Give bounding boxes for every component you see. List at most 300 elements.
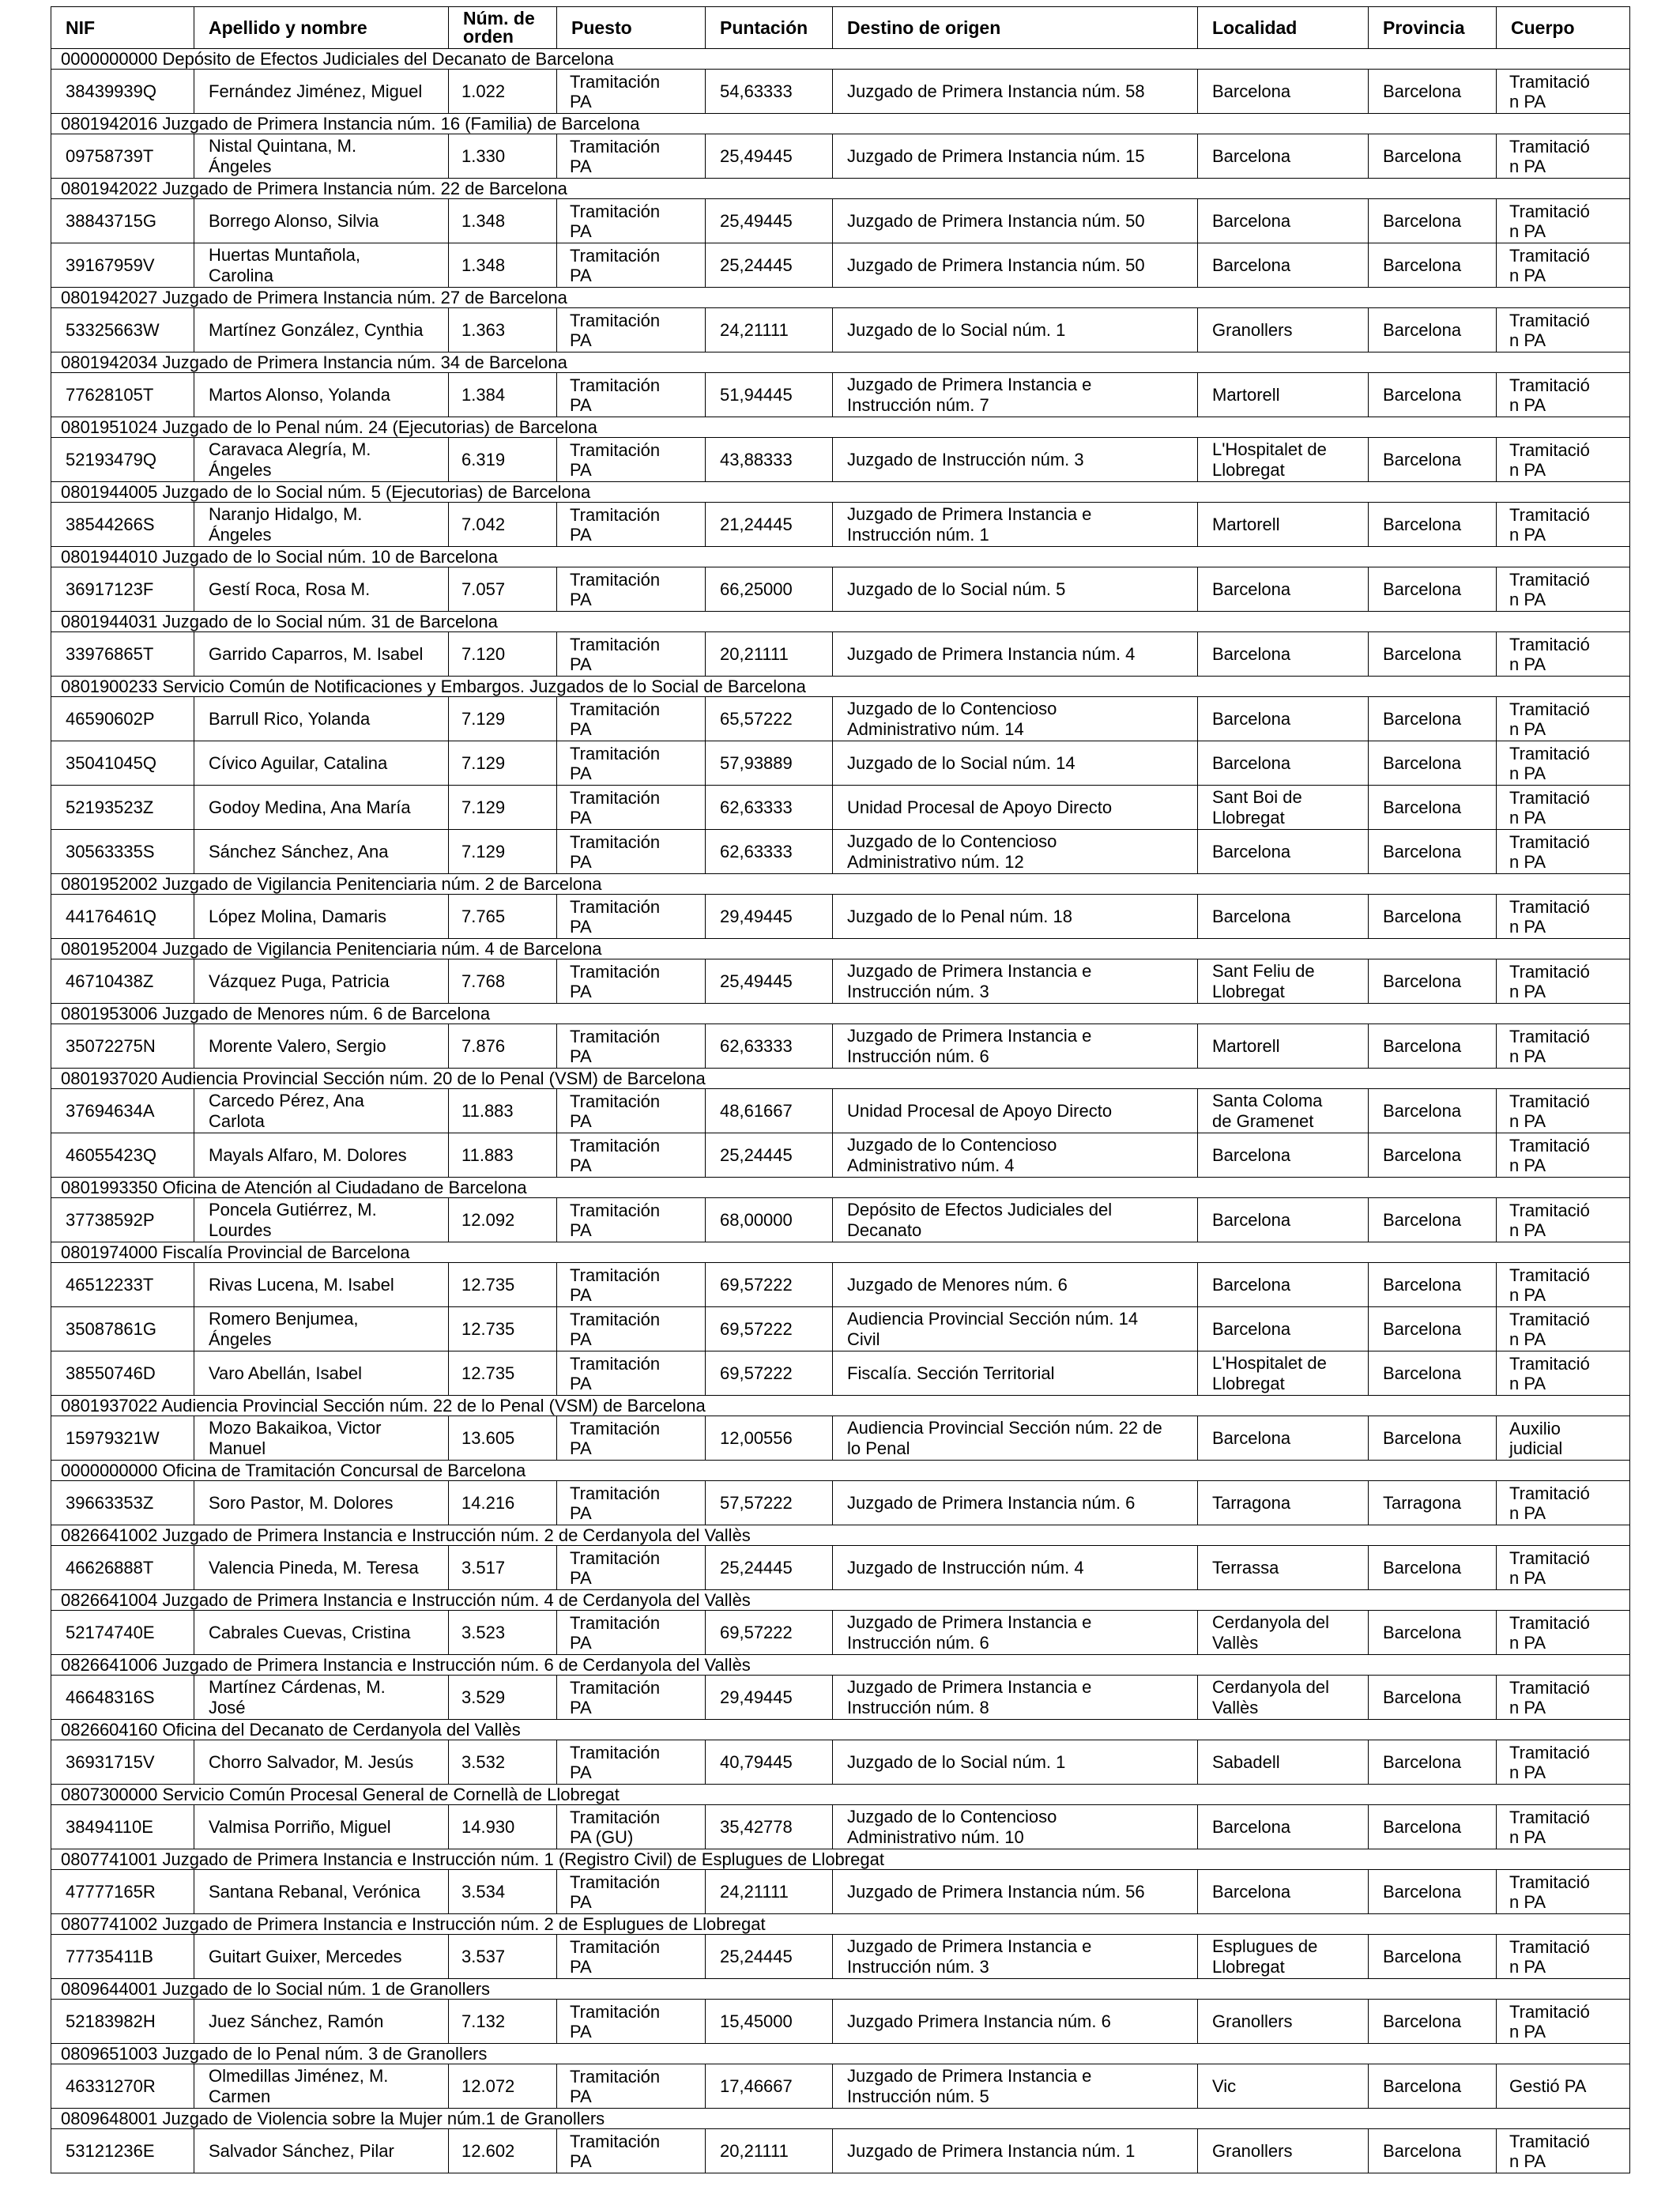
group-title: 0801942027 Juzgado de Primera Instancia núm. 27 de Barcelona <box>51 288 1630 308</box>
cuerpo-cell: Tramitació n PA <box>1497 1481 1630 1525</box>
puntuacion-cell: 57,93889 <box>706 741 833 786</box>
puntuacion-cell: 20,21111 <box>706 632 833 677</box>
group-row <box>51 1590 1630 1611</box>
table-row <box>51 1198 1630 1242</box>
group-row <box>51 1655 1630 1676</box>
group-row <box>51 417 1630 438</box>
localidad-cell: L'Hospitalet de Llobregat <box>1198 438 1369 482</box>
puesto-cell: Tramitación PA <box>557 1307 706 1351</box>
provincia-cell: Barcelona <box>1369 2064 1497 2109</box>
provincia-cell: Barcelona <box>1369 438 1497 482</box>
nif-cell: 46331270R <box>51 2064 194 2109</box>
localidad-cell: Martorell <box>1198 503 1369 547</box>
cuerpo-cell: Tramitació n PA <box>1497 895 1630 939</box>
nombre-cell: Carcedo Pérez, Ana Carlota <box>194 1089 449 1133</box>
table-row <box>51 1089 1630 1133</box>
destino-cell: Juzgado de Instrucción núm. 3 <box>833 438 1198 482</box>
nif-cell: 46512233T <box>51 1263 194 1307</box>
nif-cell: 35087861G <box>51 1307 194 1351</box>
cuerpo-cell: Tramitació n PA <box>1497 830 1630 874</box>
nombre-cell: Salvador Sánchez, Pilar <box>194 2129 449 2173</box>
nif-cell: 52193479Q <box>51 438 194 482</box>
localidad-cell: Terrassa <box>1198 1546 1369 1590</box>
provincia-cell: Barcelona <box>1369 895 1497 939</box>
group-title: 0809644001 Juzgado de lo Social núm. 1 de Granollers <box>51 1979 1630 2000</box>
destino-cell: Juzgado de Instrucción núm. 4 <box>833 1546 1198 1590</box>
nombre-cell: Godoy Medina, Ana María <box>194 786 449 830</box>
orden-cell: 3.537 <box>449 1935 557 1979</box>
orden-cell: 7.129 <box>449 830 557 874</box>
cuerpo-cell: Tramitació n PA <box>1497 1740 1630 1785</box>
cuerpo-cell: Tramitació n PA <box>1497 697 1630 741</box>
nif-cell: 46626888T <box>51 1546 194 1590</box>
orden-cell: 3.523 <box>449 1611 557 1655</box>
localidad-cell: Sant Boi de Llobregat <box>1198 786 1369 830</box>
provincia-cell: Barcelona <box>1369 1416 1497 1461</box>
group-row <box>51 612 1630 632</box>
cuerpo-cell: Tramitació n PA <box>1497 2129 1630 2173</box>
destino-cell: Juzgado de Menores núm. 6 <box>833 1263 1198 1307</box>
orden-cell: 7.129 <box>449 741 557 786</box>
nombre-cell: Gestí Roca, Rosa M. <box>194 567 449 612</box>
cuerpo-cell: Tramitació n PA <box>1497 243 1630 288</box>
destino-cell: Juzgado de Primera Instancia núm. 1 <box>833 2129 1198 2173</box>
localidad-cell: Cerdanyola del Vallès <box>1198 1611 1369 1655</box>
nif-cell: 46648316S <box>51 1676 194 1720</box>
provincia-cell: Barcelona <box>1369 1611 1497 1655</box>
table-row <box>51 697 1630 741</box>
nombre-cell: Guitart Guixer, Mercedes <box>194 1935 449 1979</box>
puesto-cell: Tramitación PA <box>557 1416 706 1461</box>
table-row <box>51 1935 1630 1979</box>
group-row <box>51 1785 1630 1805</box>
nif-cell: 39167959V <box>51 243 194 288</box>
table-row <box>51 786 1630 830</box>
provincia-cell: Barcelona <box>1369 1351 1497 1396</box>
destino-cell: Audiencia Provincial Sección núm. 14 Civil <box>833 1307 1198 1351</box>
nif-cell: 38494110E <box>51 1805 194 1849</box>
puntuacion-cell: 25,24445 <box>706 1133 833 1178</box>
group-title: 0801952004 Juzgado de Vigilancia Penitenciaria núm. 4 de Barcelona <box>51 939 1630 959</box>
provincia-cell: Barcelona <box>1369 1307 1497 1351</box>
localidad-cell: Barcelona <box>1198 1805 1369 1849</box>
nombre-cell: Fernández Jiménez, Miguel <box>194 70 449 114</box>
nombre-cell: Mayals Alfaro, M. Dolores <box>194 1133 449 1178</box>
nombre-cell: Valencia Pineda, M. Teresa <box>194 1546 449 1590</box>
orden-cell: 1.363 <box>449 308 557 352</box>
puntuacion-cell: 62,63333 <box>706 1024 833 1069</box>
puntuacion-cell: 25,24445 <box>706 1935 833 1979</box>
group-title: 0801944010 Juzgado de lo Social núm. 10 de Barcelona <box>51 547 1630 567</box>
group-row <box>51 482 1630 503</box>
group-row <box>51 1069 1630 1089</box>
table-row <box>51 1740 1630 1785</box>
cuerpo-cell: Tramitació n PA <box>1497 632 1630 677</box>
group-row <box>51 939 1630 959</box>
destino-cell: Juzgado de Primera Instancia núm. 50 <box>833 199 1198 243</box>
destino-cell: Juzgado de Primera Instancia e Instrucción núm. 8 <box>833 1676 1198 1720</box>
nombre-cell: Cívico Aguilar, Catalina <box>194 741 449 786</box>
localidad-cell: Martorell <box>1198 373 1369 417</box>
localidad-cell: Barcelona <box>1198 1416 1369 1461</box>
destino-cell: Fiscalía. Sección Territorial <box>833 1351 1198 1396</box>
group-title: 0801942016 Juzgado de Primera Instancia núm. 16 (Familia) de Barcelona <box>51 114 1630 134</box>
group-title: 0809651003 Juzgado de lo Penal núm. 3 de Granollers <box>51 2044 1630 2064</box>
puesto-cell: Tramitación PA <box>557 503 706 547</box>
puesto-cell: Tramitación PA <box>557 438 706 482</box>
provincia-cell: Barcelona <box>1369 1263 1497 1307</box>
destino-cell: Juzgado de Primera Instancia e Instrucción núm. 3 <box>833 1935 1198 1979</box>
nif-cell: 35072275N <box>51 1024 194 1069</box>
provincia-cell: Barcelona <box>1369 1740 1497 1785</box>
puntuacion-cell: 51,94445 <box>706 373 833 417</box>
puesto-cell: Tramitación PA <box>557 1198 706 1242</box>
puntuacion-cell: 68,00000 <box>706 1198 833 1242</box>
nombre-cell: Poncela Gutiérrez, M. Lourdes <box>194 1198 449 1242</box>
table-row <box>51 134 1630 179</box>
cuerpo-cell: Tramitació n PA <box>1497 1546 1630 1590</box>
orden-cell: 12.602 <box>449 2129 557 2173</box>
provincia-cell: Barcelona <box>1369 959 1497 1004</box>
destino-cell: Juzgado de lo Contencioso Administrativo núm. 12 <box>833 830 1198 874</box>
nif-cell: 77628105T <box>51 373 194 417</box>
provincia-cell: Barcelona <box>1369 1133 1497 1178</box>
localidad-cell: Barcelona <box>1198 243 1369 288</box>
group-row <box>51 2109 1630 2129</box>
orden-cell: 1.022 <box>449 70 557 114</box>
destino-cell: Juzgado de lo Social núm. 5 <box>833 567 1198 612</box>
destino-cell: Juzgado de Primera Instancia e Instrucción núm. 1 <box>833 503 1198 547</box>
nombre-cell: Soro Pastor, M. Dolores <box>194 1481 449 1525</box>
group-title: 0801942022 Juzgado de Primera Instancia núm. 22 de Barcelona <box>51 179 1630 199</box>
table-row <box>51 243 1630 288</box>
cuerpo-cell: Tramitació n PA <box>1497 1676 1630 1720</box>
nif-cell: 09758739T <box>51 134 194 179</box>
group-row <box>51 1461 1630 1481</box>
provincia-cell: Barcelona <box>1369 199 1497 243</box>
table-row <box>51 2064 1630 2109</box>
puesto-cell: Tramitación PA <box>557 567 706 612</box>
puesto-cell: Tramitación PA <box>557 1351 706 1396</box>
nombre-cell: Valmisa Porriño, Miguel <box>194 1805 449 1849</box>
provincia-cell: Tarragona <box>1369 1481 1497 1525</box>
puesto-cell: Tramitación PA (GU) <box>557 1805 706 1849</box>
localidad-cell: Santa Coloma de Gramenet <box>1198 1089 1369 1133</box>
cuerpo-cell: Tramitació n PA <box>1497 1024 1630 1069</box>
nif-cell: 38544266S <box>51 503 194 547</box>
destino-cell: Juzgado de Primera Instancia núm. 56 <box>833 1870 1198 1914</box>
puntuacion-cell: 69,57222 <box>706 1263 833 1307</box>
header-puesto: Puesto <box>557 7 706 49</box>
cuerpo-cell: Tramitació n PA <box>1497 2000 1630 2044</box>
group-title: 0801952002 Juzgado de Vigilancia Penitenciaria núm. 2 de Barcelona <box>51 874 1630 895</box>
destino-cell: Juzgado de Primera Instancia e Instrucción núm. 5 <box>833 2064 1198 2109</box>
puesto-cell: Tramitación PA <box>557 199 706 243</box>
nombre-cell: Juez Sánchez, Ramón <box>194 2000 449 2044</box>
puntuacion-cell: 15,45000 <box>706 2000 833 2044</box>
group-row <box>51 1242 1630 1263</box>
destino-cell: Juzgado de lo Penal núm. 18 <box>833 895 1198 939</box>
puntuacion-cell: 29,49445 <box>706 895 833 939</box>
provincia-cell: Barcelona <box>1369 2000 1497 2044</box>
group-row <box>51 1004 1630 1024</box>
group-title: 0801942034 Juzgado de Primera Instancia núm. 34 de Barcelona <box>51 352 1630 373</box>
orden-cell: 11.883 <box>449 1133 557 1178</box>
group-row <box>51 1979 1630 2000</box>
nombre-cell: Caravaca Alegría, M. Ángeles <box>194 438 449 482</box>
destino-cell: Juzgado de lo Contencioso Administrativo núm. 4 <box>833 1133 1198 1178</box>
destino-cell: Juzgado de Primera Instancia e Instrucción núm. 6 <box>833 1611 1198 1655</box>
nif-cell: 38439939Q <box>51 70 194 114</box>
orden-cell: 14.216 <box>449 1481 557 1525</box>
orden-cell: 7.876 <box>449 1024 557 1069</box>
cuerpo-cell: Tramitació n PA <box>1497 308 1630 352</box>
destino-cell: Juzgado de Primera Instancia núm. 4 <box>833 632 1198 677</box>
destino-cell: Unidad Procesal de Apoyo Directo <box>833 1089 1198 1133</box>
puesto-cell: Tramitación PA <box>557 959 706 1004</box>
table-row <box>51 830 1630 874</box>
nif-cell: 46590602P <box>51 697 194 741</box>
nombre-cell: Borrego Alonso, Silvia <box>194 199 449 243</box>
localidad-cell: Cerdanyola del Vallès <box>1198 1676 1369 1720</box>
group-row <box>51 114 1630 134</box>
table-row <box>51 1416 1630 1461</box>
provincia-cell: Barcelona <box>1369 1935 1497 1979</box>
group-row <box>51 1720 1630 1740</box>
group-title: 0801900233 Servicio Común de Notificaciones y Embargos. Juzgados de lo Social de Barcelona <box>51 677 1630 697</box>
table-row <box>51 567 1630 612</box>
table-header-row <box>51 7 1630 49</box>
puesto-cell: Tramitación PA <box>557 632 706 677</box>
header-cuerpo: Cuerpo <box>1497 7 1630 49</box>
table-row <box>51 959 1630 1004</box>
provincia-cell: Barcelona <box>1369 1089 1497 1133</box>
group-title: 0000000000 Depósito de Efectos Judiciales del Decanato de Barcelona <box>51 49 1630 70</box>
localidad-cell: Sant Feliu de Llobregat <box>1198 959 1369 1004</box>
nif-cell: 37694634A <box>51 1089 194 1133</box>
provincia-cell: Barcelona <box>1369 1024 1497 1069</box>
cuerpo-cell: Gestió PA <box>1497 2064 1630 2109</box>
nombre-cell: Rivas Lucena, M. Isabel <box>194 1263 449 1307</box>
cuerpo-cell: Tramitació n PA <box>1497 1935 1630 1979</box>
localidad-cell: Barcelona <box>1198 70 1369 114</box>
orden-cell: 1.384 <box>449 373 557 417</box>
header-provincia: Provincia <box>1369 7 1497 49</box>
cuerpo-cell: Tramitació n PA <box>1497 1805 1630 1849</box>
puesto-cell: Tramitación PA <box>557 2129 706 2173</box>
group-row <box>51 49 1630 70</box>
provincia-cell: Barcelona <box>1369 786 1497 830</box>
cuerpo-cell: Tramitació n PA <box>1497 70 1630 114</box>
table-row <box>51 1546 1630 1590</box>
nif-cell: 33976865T <box>51 632 194 677</box>
puntuacion-cell: 21,24445 <box>706 503 833 547</box>
puntuacion-cell: 24,21111 <box>706 1870 833 1914</box>
localidad-cell: Barcelona <box>1198 1307 1369 1351</box>
cuerpo-cell: Tramitació n PA <box>1497 1870 1630 1914</box>
nif-cell: 47777165R <box>51 1870 194 1914</box>
puesto-cell: Tramitación PA <box>557 70 706 114</box>
group-title: 0801951024 Juzgado de lo Penal núm. 24 (Ejecutorias) de Barcelona <box>51 417 1630 438</box>
cuerpo-cell: Tramitació n PA <box>1497 741 1630 786</box>
provincia-cell: Barcelona <box>1369 243 1497 288</box>
destino-cell: Juzgado de Primera Instancia núm. 15 <box>833 134 1198 179</box>
localidad-cell: Barcelona <box>1198 1870 1369 1914</box>
localidad-cell: Barcelona <box>1198 1263 1369 1307</box>
nombre-cell: Sánchez Sánchez, Ana <box>194 830 449 874</box>
orden-cell: 7.042 <box>449 503 557 547</box>
nif-cell: 36931715V <box>51 1740 194 1785</box>
puesto-cell: Tramitación PA <box>557 1133 706 1178</box>
provincia-cell: Barcelona <box>1369 373 1497 417</box>
nombre-cell: Santana Rebanal, Verónica <box>194 1870 449 1914</box>
cuerpo-cell: Tramitació n PA <box>1497 373 1630 417</box>
assignments-table <box>51 6 1630 2173</box>
group-row <box>51 1525 1630 1546</box>
table-row <box>51 1481 1630 1525</box>
orden-cell: 1.348 <box>449 199 557 243</box>
group-row <box>51 547 1630 567</box>
nif-cell: 52174740E <box>51 1611 194 1655</box>
puntuacion-cell: 69,57222 <box>706 1307 833 1351</box>
nif-cell: 39663353Z <box>51 1481 194 1525</box>
puesto-cell: Tramitación PA <box>557 2000 706 2044</box>
nombre-cell: Martos Alonso, Yolanda <box>194 373 449 417</box>
puntuacion-cell: 69,57222 <box>706 1611 833 1655</box>
nombre-cell: Vázquez Puga, Patricia <box>194 959 449 1004</box>
nif-cell: 52183982H <box>51 2000 194 2044</box>
nif-cell: 52193523Z <box>51 786 194 830</box>
destino-cell: Juzgado de lo Social núm. 14 <box>833 741 1198 786</box>
cuerpo-cell: Tramitació n PA <box>1497 1198 1630 1242</box>
group-title: 0801937020 Audiencia Provincial Sección núm. 20 de lo Penal (VSM) de Barcelona <box>51 1069 1630 1089</box>
destino-cell: Unidad Procesal de Apoyo Directo <box>833 786 1198 830</box>
puntuacion-cell: 43,88333 <box>706 438 833 482</box>
table-row <box>51 1676 1630 1720</box>
puesto-cell: Tramitación PA <box>557 1089 706 1133</box>
orden-cell: 12.092 <box>449 1198 557 1242</box>
group-row <box>51 1178 1630 1198</box>
nombre-cell: Varo Abellán, Isabel <box>194 1351 449 1396</box>
table-row <box>51 1805 1630 1849</box>
nombre-cell: Romero Benjumea, Ángeles <box>194 1307 449 1351</box>
cuerpo-cell: Tramitació n PA <box>1497 959 1630 1004</box>
puesto-cell: Tramitación PA <box>557 1024 706 1069</box>
puesto-cell: Tramitación PA <box>557 1263 706 1307</box>
provincia-cell: Barcelona <box>1369 567 1497 612</box>
nif-cell: 36917123F <box>51 567 194 612</box>
table-row <box>51 1263 1630 1307</box>
puntuacion-cell: 40,79445 <box>706 1740 833 1785</box>
header-orden: Núm. de orden <box>449 7 557 49</box>
orden-cell: 7.132 <box>449 2000 557 2044</box>
destino-cell: Juzgado de lo Contencioso Administrativo núm. 14 <box>833 697 1198 741</box>
localidad-cell: Barcelona <box>1198 895 1369 939</box>
provincia-cell: Barcelona <box>1369 134 1497 179</box>
header-nif: NIF <box>51 7 194 49</box>
cuerpo-cell: Tramitació n PA <box>1497 567 1630 612</box>
puesto-cell: Tramitación PA <box>557 1676 706 1720</box>
group-row <box>51 1849 1630 1870</box>
cuerpo-cell: Tramitació n PA <box>1497 1351 1630 1396</box>
puesto-cell: Tramitación PA <box>557 786 706 830</box>
orden-cell: 1.348 <box>449 243 557 288</box>
localidad-cell: Barcelona <box>1198 697 1369 741</box>
puntuacion-cell: 54,63333 <box>706 70 833 114</box>
provincia-cell: Barcelona <box>1369 1546 1497 1590</box>
puesto-cell: Tramitación PA <box>557 2064 706 2109</box>
nombre-cell: Nistal Quintana, M. Ángeles <box>194 134 449 179</box>
nif-cell: 44176461Q <box>51 895 194 939</box>
provincia-cell: Barcelona <box>1369 1198 1497 1242</box>
header-destino: Destino de origen <box>833 7 1198 49</box>
provincia-cell: Barcelona <box>1369 697 1497 741</box>
group-title: 0826604160 Oficina del Decanato de Cerdanyola del Vallès <box>51 1720 1630 1740</box>
localidad-cell: Barcelona <box>1198 134 1369 179</box>
localidad-cell: Granollers <box>1198 308 1369 352</box>
puntuacion-cell: 12,00556 <box>706 1416 833 1461</box>
group-title: 0801993350 Oficina de Atención al Ciudadano de Barcelona <box>51 1178 1630 1198</box>
puesto-cell: Tramitación PA <box>557 1546 706 1590</box>
localidad-cell: L'Hospitalet de Llobregat <box>1198 1351 1369 1396</box>
table-row <box>51 503 1630 547</box>
orden-cell: 6.319 <box>449 438 557 482</box>
orden-cell: 7.129 <box>449 697 557 741</box>
nombre-cell: Mozo Bakaikoa, Victor Manuel <box>194 1416 449 1461</box>
localidad-cell: Esplugues de Llobregat <box>1198 1935 1369 1979</box>
table-row <box>51 741 1630 786</box>
destino-cell: Juzgado de lo Social núm. 1 <box>833 1740 1198 1785</box>
group-row <box>51 179 1630 199</box>
destino-cell: Juzgado de lo Social núm. 1 <box>833 308 1198 352</box>
nombre-cell: Martínez Cárdenas, M. José <box>194 1676 449 1720</box>
orden-cell: 3.517 <box>449 1546 557 1590</box>
provincia-cell: Barcelona <box>1369 2129 1497 2173</box>
nombre-cell: Chorro Salvador, M. Jesús <box>194 1740 449 1785</box>
nombre-cell: Cabrales Cuevas, Cristina <box>194 1611 449 1655</box>
localidad-cell: Barcelona <box>1198 567 1369 612</box>
nif-cell: 37738592P <box>51 1198 194 1242</box>
puntuacion-cell: 29,49445 <box>706 1676 833 1720</box>
nombre-cell: Huertas Muntañola, Carolina <box>194 243 449 288</box>
table-row <box>51 1307 1630 1351</box>
localidad-cell: Barcelona <box>1198 1133 1369 1178</box>
group-row <box>51 677 1630 697</box>
orden-cell: 7.129 <box>449 786 557 830</box>
puntuacion-cell: 25,24445 <box>706 243 833 288</box>
puntuacion-cell: 17,46667 <box>706 2064 833 2109</box>
nif-cell: 38550746D <box>51 1351 194 1396</box>
puntuacion-cell: 35,42778 <box>706 1805 833 1849</box>
group-title: 0801974000 Fiscalía Provincial de Barcelona <box>51 1242 1630 1263</box>
group-row <box>51 2044 1630 2064</box>
orden-cell: 12.735 <box>449 1307 557 1351</box>
group-title: 0807300000 Servicio Común Procesal General de Cornellà de Llobregat <box>51 1785 1630 1805</box>
puesto-cell: Tramitación PA <box>557 697 706 741</box>
puesto-cell: Tramitación PA <box>557 895 706 939</box>
group-row <box>51 1396 1630 1416</box>
cuerpo-cell: Tramitació n PA <box>1497 503 1630 547</box>
nombre-cell: Martínez González, Cynthia <box>194 308 449 352</box>
puesto-cell: Tramitación PA <box>557 830 706 874</box>
orden-cell: 1.330 <box>449 134 557 179</box>
nombre-cell: López Molina, Damaris <box>194 895 449 939</box>
table-row <box>51 308 1630 352</box>
nombre-cell: Naranjo Hidalgo, M. Ángeles <box>194 503 449 547</box>
table-row <box>51 2000 1630 2044</box>
orden-cell: 14.930 <box>449 1805 557 1849</box>
orden-cell: 13.605 <box>449 1416 557 1461</box>
